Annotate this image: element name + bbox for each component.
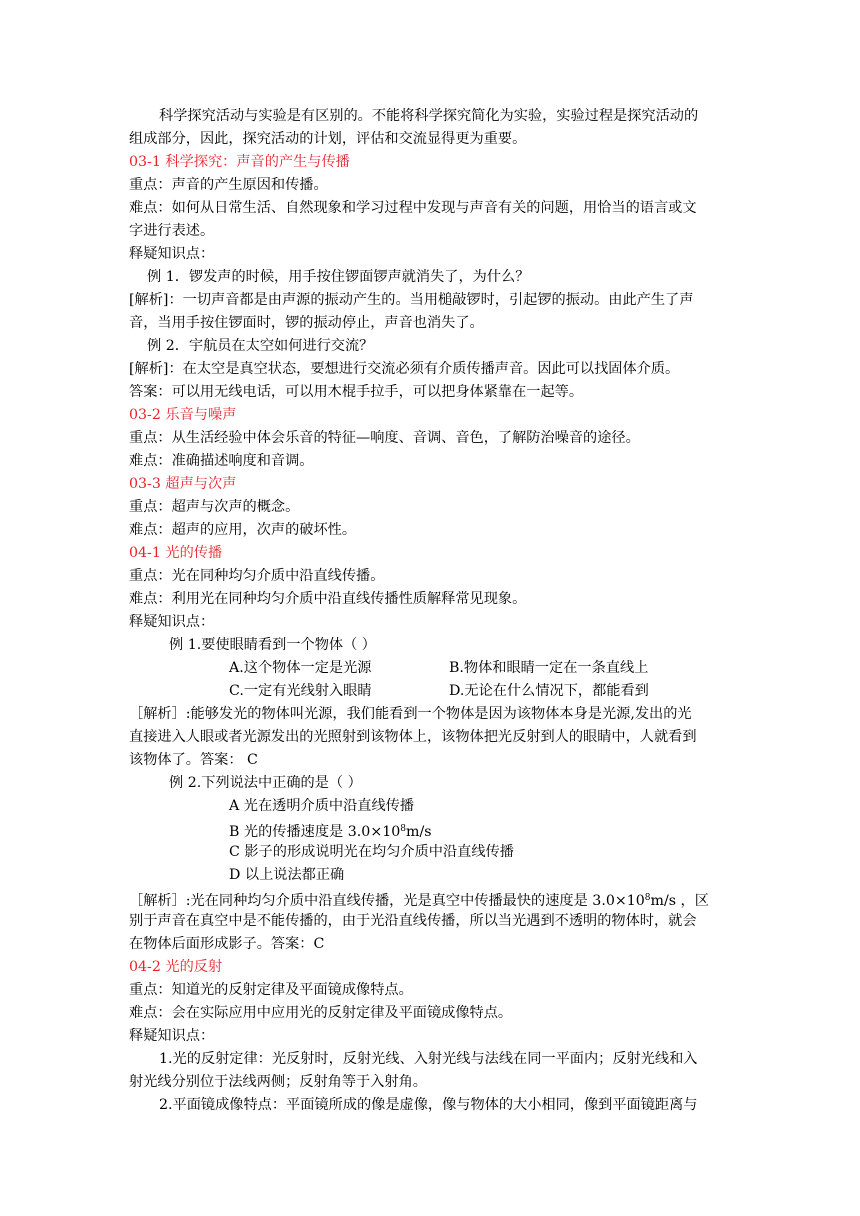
- key-point: 重点：超声与次声的概念。: [129, 499, 300, 515]
- option-b-text: B 光的传播速度是 3.0×10: [229, 824, 401, 840]
- example-question: 例 2．宇航员在太空如何进行交流？: [147, 338, 374, 354]
- analysis-line: 直接进入人眼或者光源发出的光照射到该物体上，该物体把光反射到人的眼睛中，人就看到: [129, 729, 697, 745]
- analysis-line: [129, 888, 709, 911]
- analysis-line: [解析]：在太空是真空状态，要想进行交流必须有介质传播声音。因此可以找固体介质。: [129, 361, 680, 377]
- analysis-line: 音，当用手按住锣面时，锣的振动停止，声音也消失了。: [129, 315, 484, 331]
- analysis-line: 别于声音在真空中是不能传播的，由于光沿直线传播，所以当光遇到不透明的物体时，就会: [129, 913, 697, 929]
- section-heading: 03-3 超声与次声: [129, 476, 237, 492]
- paragraph-line: 2.平面镜成像特点：平面镜所成的像是虚像，像与物体的大小相同，像到平面镜距离与: [159, 1097, 698, 1113]
- option-d: D.无论在什么情况下，都能看到: [449, 683, 649, 699]
- example-question: 例 1．锣发声的时候，用手按住锣面锣声就消失了，为什么？: [147, 269, 530, 285]
- example-question: 例 1.要使眼睛看到一个物体（ ）: [169, 637, 376, 653]
- subheading: 释疑知识点：: [129, 246, 215, 262]
- section-heading: 03-1 科学探究：声音的产生与传播: [129, 154, 350, 170]
- option-d: D 以上说法都正确: [229, 867, 345, 883]
- option-b: [229, 819, 432, 842]
- example-question: 例 2.下列说法中正确的是（ ）: [169, 775, 362, 791]
- subheading: 释疑知识点：: [129, 614, 215, 630]
- option-b: B.物体和眼睛一定在一条直线上: [449, 660, 649, 676]
- option-c: C.一定有光线射入眼睛: [229, 683, 372, 699]
- unit: m/s: [406, 824, 432, 840]
- paragraph-line: 组成部分，因此，探究活动的计划，评估和交流显得更为重要。: [129, 131, 527, 147]
- analysis-text: ［解析］:光在同种均匀介质中沿直线传播，光是真空中传播最快的速度是 3.0×10: [129, 893, 645, 909]
- key-point: 重点：从生活经验中体会乐音的特征—响度、音调、音色，了解防治噪音的途径。: [129, 430, 640, 446]
- difficulty-point: 难点：如何从日常生活、自然现象和学习过程中发现与声音有关的问题，用恰当的语言或文: [129, 200, 697, 216]
- section-heading: 03-2 乐音与噪声: [129, 407, 237, 423]
- option-c: C 影子的形成说明光在均匀介质中沿直线传播: [229, 844, 514, 860]
- paragraph-line: 射光线分别位于法线两侧；反射角等于入射角。: [129, 1074, 427, 1090]
- paragraph-line: 科学探究活动与实验是有区别的。不能将科学探究简化为实验，实验过程是探究活动的: [159, 108, 699, 124]
- section-heading: 04-1 光的传播: [129, 545, 223, 561]
- unit: m/s ，区: [650, 893, 709, 909]
- paragraph-line: 字进行表述。: [129, 223, 215, 239]
- answer-line: 答案：可以用无线电话，可以用木棍手拉手，可以把身体紧靠在一起等。: [129, 384, 584, 400]
- subheading: 释疑知识点：: [129, 1028, 215, 1044]
- difficulty-point: 难点：会在实际应用中应用光的反射定律及平面镜成像特点。: [129, 1005, 513, 1021]
- answer-line: 该物体了。答案： C: [129, 752, 258, 768]
- key-point: 重点：光在同种均匀介质中沿直线传播。: [129, 568, 385, 584]
- difficulty-point: 难点：准确描述响度和音调。: [129, 453, 314, 469]
- option-a: A 光在透明介质中沿直线传播: [229, 798, 415, 814]
- paragraph-line: 1.光的反射定律：光反射时，反射光线、入射光线与法线在同一平面内；反射光线和入: [159, 1051, 698, 1067]
- analysis-line: ［解析］:能够发光的物体叫光源，我们能看到一个物体是因为该物体本身是光源,发出的光: [129, 706, 692, 722]
- difficulty-point: 难点：利用光在同种均匀介质中沿直线传播性质解释常见现象。: [129, 591, 527, 607]
- key-point: 重点：知道光的反射定律及平面镜成像特点。: [129, 982, 413, 998]
- analysis-line: [解析]：一切声音都是由声源的振动产生的。当用槌敲锣时，引起锣的振动。由此产生了声: [129, 292, 694, 308]
- key-point: 重点：声音的产生原因和传播。: [129, 177, 328, 193]
- exponent: 8: [644, 893, 651, 903]
- answer-line: 在物体后面形成影子。答案：C: [129, 936, 325, 952]
- exponent: 8: [400, 824, 406, 834]
- difficulty-point: 难点：超声的应用，次声的破坏性。: [129, 522, 357, 538]
- section-heading: 04-2 光的反射: [129, 959, 223, 975]
- option-a: A.这个物体一定是光源: [229, 660, 372, 676]
